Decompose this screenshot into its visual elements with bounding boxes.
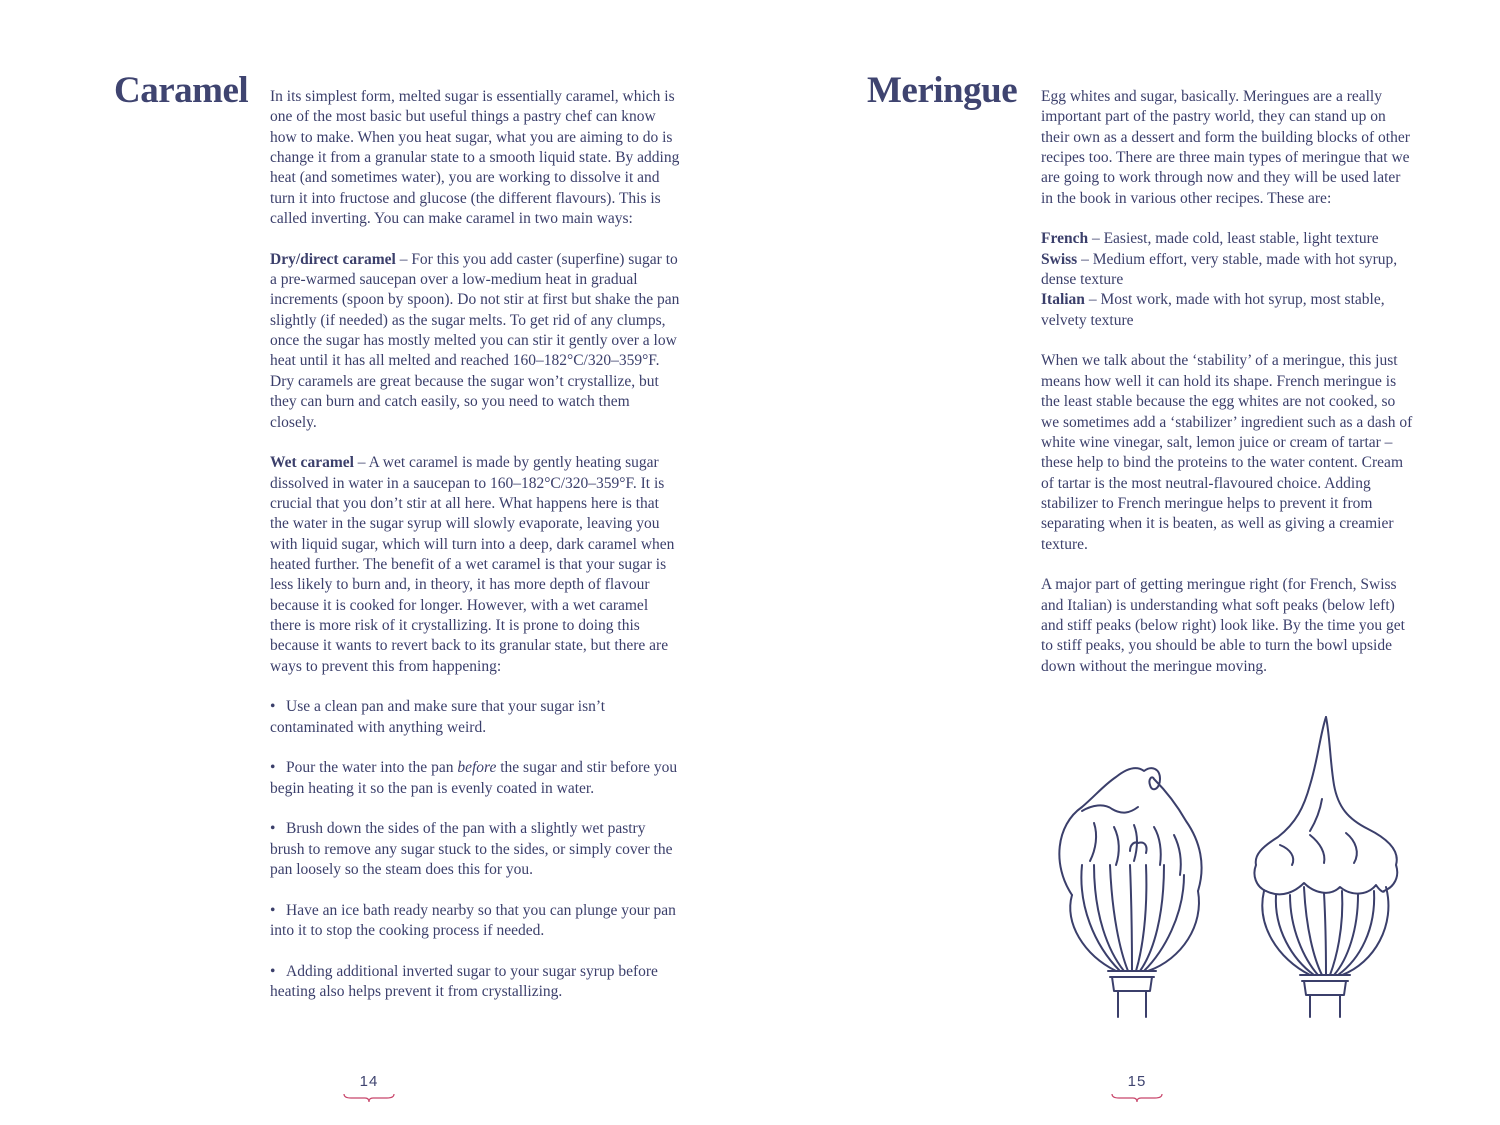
wet-caramel-paragraph — [270, 453, 680, 677]
bullet-text: Brush down the sides of the pan with a slightly wet pastry brush to remove any sugar stuck to the sides, or simply cover the pan loosely so the steam does this for you. — [270, 820, 673, 879]
meringue-type-name: French — [1041, 230, 1089, 248]
bullet-symbol: • — [270, 820, 276, 838]
bullet-symbol: • — [270, 759, 276, 777]
meringue-intro-paragraph: Egg whites and sugar, basically. Meringues are a really important part of the pastry world, they can stand up on their own as a dessert and form the building blocks of other recipes too. There are three main types of meringue that we are going to work through now and they will be used later in the book in various other recipes. These are: — [1041, 88, 1410, 207]
dry-caramel-label: Dry/direct caramel — [270, 250, 396, 268]
stability-paragraph: When we talk about the ‘stability’ of a meringue, this just means how well it can hold its shape. French meringue is the least stable because the egg whites are not cooked, so we sometimes add a ‘stabilizer’ ingredient such as a dash of white wine vinegar, salt, lemon juice or cream of tartar – these help to bind the proteins to the water content. Cream of tartar is the most neutral-flavoured choice. Adding stabilizer to French meringue helps to prevent it from separating when it is beaten, as well as giving a creamier texture. — [1041, 352, 1413, 553]
soft-peak-whisk-icon — [1059, 768, 1201, 1017]
bullet-symbol: • — [270, 962, 276, 980]
whisk-illustration — [1034, 715, 1414, 1025]
bullet-item — [270, 697, 680, 738]
meringue-type-french — [1041, 229, 1416, 249]
bullet-text: Have an ice bath ready nearby so that you can plunge your pan into it to stop the cooking process if needed. — [270, 901, 676, 940]
bullet-symbol: • — [270, 901, 276, 919]
meringue-type-desc: – Most work, made with hot syrup, most stable, velvety texture — [1041, 291, 1385, 329]
bullet-item — [270, 901, 680, 942]
caramel-text-column — [270, 87, 680, 1002]
meringue-type-swiss — [1041, 250, 1416, 291]
peaks-paragraph: A major part of getting meringue right (for French, Swiss and Italian) is understanding what soft peaks (below left) and stiff peaks (below right) look like. By the time you get to stiff peaks, you should be able to turn the bowl upside down without the meringue moving. — [1041, 576, 1405, 675]
meringue-type-name: Italian — [1041, 291, 1085, 309]
dry-caramel-paragraph — [270, 250, 680, 433]
meringue-text-column — [1041, 87, 1416, 677]
wet-caramel-label: Wet caramel — [270, 454, 354, 472]
wet-caramel-text: – A wet caramel is made by gently heating sugar dissolved in water in a saucepan to 160–182°C/320–359°F. It is crucial that you don’t stir at all here. What happens here is that the water in the sugar syrup will slowly evaporate, leaving you with liquid sugar, which will turn into a deep, dark caramel when heated further. The benefit of a wet caramel is that your sugar is less likely to burn and, in theory, it has more depth of flavour because it is cooked for longer. However, with a wet caramel there is more risk of it crystallizing. It is prone to doing this because it wants to revert back to its granular state, but there are ways to prevent this from happening: — [270, 454, 675, 675]
bullet-text: Adding additional inverted sugar to your sugar syrup before heating also helps prevent it from crystallizing. — [270, 962, 658, 1001]
bullet-item — [270, 962, 680, 1003]
brace-ornament-icon — [343, 1093, 395, 1103]
caramel-intro-paragraph: In its simplest form, melted sugar is essentially caramel, which is one of the most basic but useful things a pastry chef can know how to make. When you heat sugar, what you are aiming to do is change it from a granular state to a smooth liquid state. By adding heat (and sometimes water), you are working to dissolve it and turn it into fructose and glucose (the different flavours). This is called inverting. You can make caramel in two main ways: — [270, 88, 680, 228]
bullet-text: Pour the water into the pan — [286, 759, 458, 777]
dry-caramel-text: – For this you add caster (superfine) sugar to a pre-warmed saucepan over a low-medium heat in gradual increments (spoon by spoon). Do not stir at first but shake the pan slightly (if needed) as the sugar melts. To get rid of any clumps, once the sugar has mostly melted you can stir it gently over a low heat until it has all melted and reached 160–182°C/320–359°F. Dry caramels are great because the sugar won’t crystallize, but they can burn and catch easily, so you need to watch them closely. — [270, 250, 680, 431]
right-page — [750, 0, 1500, 1125]
meringue-type-name: Swiss — [1041, 250, 1078, 268]
bullet-text: Use a clean pan and make sure that your sugar isn’t contaminated with anything weird. — [270, 698, 606, 736]
caramel-heading: Caramel — [114, 70, 249, 111]
bullet-emphasis: before — [457, 759, 497, 777]
meringue-type-desc: – Easiest, made cold, least stable, light texture — [1088, 230, 1379, 248]
meringue-type-desc: – Medium effort, very stable, made with hot syrup, dense texture — [1041, 250, 1398, 289]
meringue-heading: Meringue — [867, 70, 1018, 111]
stiff-peak-whisk-icon — [1254, 717, 1397, 1017]
bullet-symbol: • — [270, 698, 276, 716]
bullet-item — [270, 819, 680, 880]
brace-ornament-icon — [1111, 1093, 1163, 1103]
meringue-type-italian — [1041, 290, 1416, 331]
bullet-text: the sugar and stir before you begin heating it so the pan is evenly coated in water. — [270, 759, 678, 797]
meringue-types-list — [1041, 229, 1416, 331]
page-number-right: 15 — [1127, 1073, 1147, 1090]
page-number-left: 14 — [359, 1073, 379, 1090]
bullet-item — [270, 758, 680, 799]
